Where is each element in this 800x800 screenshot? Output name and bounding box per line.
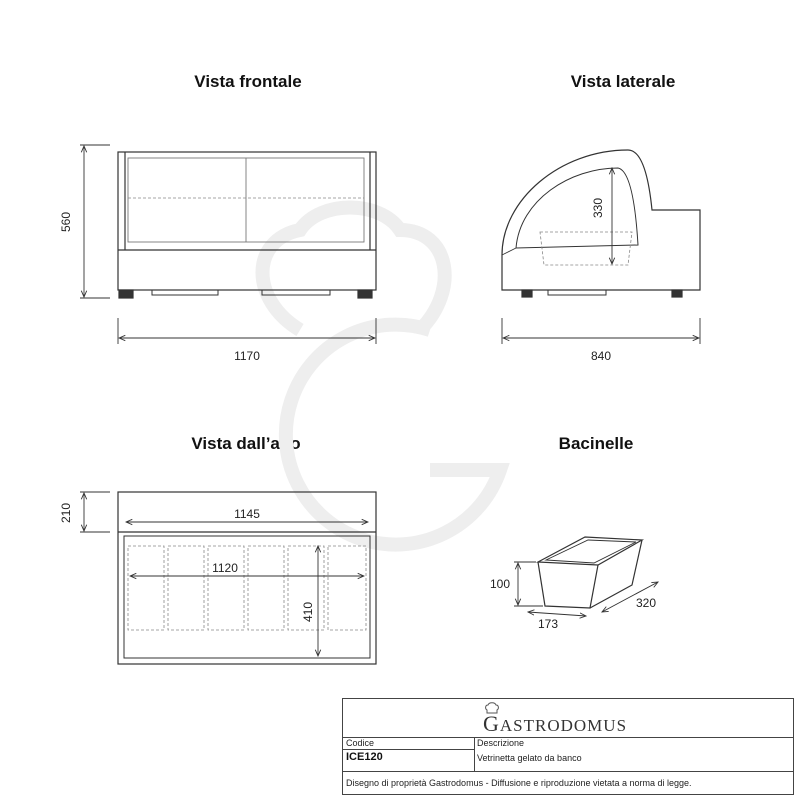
side-view-title: Vista laterale <box>570 72 676 91</box>
top-depth-label: 210 <box>59 502 73 524</box>
front-view <box>118 152 376 298</box>
watermark-logo <box>263 208 501 545</box>
codice-label: Codice <box>346 738 375 748</box>
front-height-dimension <box>80 145 110 298</box>
side-view <box>502 150 700 297</box>
descrizione-label: Descrizione <box>477 738 525 748</box>
side-inner-height-label: 330 <box>591 197 605 219</box>
top-depth-dimension <box>80 492 110 532</box>
brand-name: GASTRODOMUS <box>483 711 628 736</box>
side-depth-label: 840 <box>590 349 612 363</box>
codice-value: ICE120 <box>346 751 383 763</box>
front-height-label: 560 <box>59 211 73 233</box>
top-view-title: Vista dall’alto <box>191 434 301 453</box>
title-block <box>342 698 794 795</box>
pan-drawing <box>538 537 642 608</box>
brand-row <box>343 699 793 738</box>
front-view-title: Vista frontale <box>194 72 302 91</box>
pan-length-label: 320 <box>635 596 657 610</box>
pan-height-label: 100 <box>489 577 511 591</box>
descrizione-value: Vetrinetta gelato da banco <box>477 753 582 763</box>
copyright-notice: Disegno di proprietà Gastrodomus - Diffusione e riproduzione vietata a norma di legge. <box>346 778 692 788</box>
top-inner-depth-label: 410 <box>301 601 315 623</box>
top-inner-width-label: 1120 <box>212 561 238 575</box>
side-depth-dimension <box>502 318 700 344</box>
pan-width-dimension <box>528 612 586 616</box>
pan-width-label: 173 <box>537 617 559 631</box>
pans-view-title: Bacinelle <box>558 434 634 453</box>
top-outer-width-label: 1145 <box>234 507 260 521</box>
front-width-label: 1170 <box>234 349 260 363</box>
